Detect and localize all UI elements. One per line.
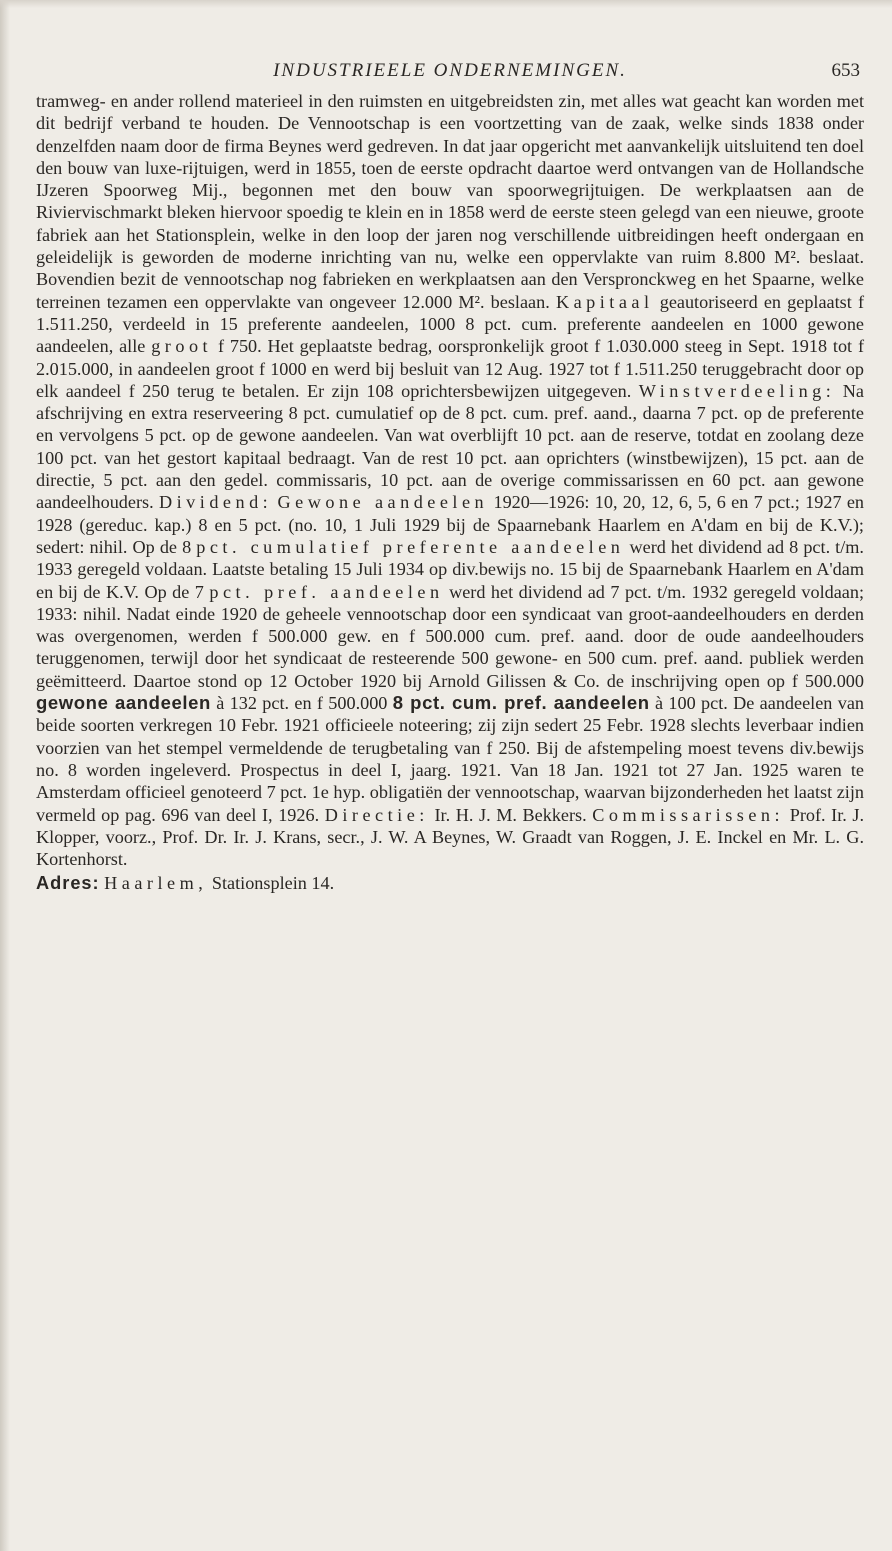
subscription-mid-text: à 132 pct. en f 500.000 — [216, 693, 388, 714]
tail-text: à 100 pct. De aandeelen van beide soorten verkregen 10 Febr. 1921 officieele noteering; zij zijn sedert 25 Febr. 1928 slechts leverbaar indien voorzien van het stempel vermeldende de terugbetaling van f 250. Bij de afstempeling moest tevens div.bewijs no. 8 worden ingeleverd. Prospectus in deel I, jaarg. 1921. Van 18 Jan. 1921 tot 27 Jan. 1925 waren te Amsterdam officieel genoteerd 7 pct. 1e hyp. obligatiën der vennootschap, waarvan bijzonderheden het laatst zijn vermeld op pag. 696 van deel I, 1926. — [36, 693, 864, 825]
page-title: INDUSTRIEELE ONDERNEMINGEN. — [273, 60, 627, 81]
running-header — [36, 50, 864, 90]
dividend-heading: Dividend: — [158, 492, 273, 513]
dividend-text: 1920—1926: 10, 20, 12, 6, 5, 6 en 7 pct.; 1927 en 1928 (gereduc. kap.) 8 en 5 pct. (no. 10, 1 Juli 1929 bij de Spaarnebank Haarlem en A'dam en bij de K.V.); sedert: nihil. Op de 8 — [36, 492, 865, 557]
commissarissen-text: Prof. Ir. J. Klopper, voorz., Prof. Dr. Ir. J. Krans, secr., J. W. A Beynes, W. Graadt van Roggen, J. E. Inckel en Mr. L. G. Kortenhorst. — [36, 804, 865, 870]
address-label: Adres: — [36, 873, 100, 894]
commissarissen-heading: Commissarissen: — [592, 804, 785, 825]
kapitaal-heading: Kapitaal — [555, 291, 654, 312]
groot-emphasis: groot — [151, 336, 213, 357]
intro-paragraph: tramweg- en ander rollend materieel in den ruimsten en uitgebreidsten zin, met alles wat geacht kan worden met dit bedrijf verband te houden. De Vennootschap is een voortzetting van de zaak, welke sinds 1838 onder denzelfden naam door de firma Beynes werd gedreven. In dat jaar opgericht met aanvankelijk uitsluitend ten doel den bouw van luxe-rijtuigen, werd in 1855, toen de eerste opdracht daartoe werd ontvangen van de Hollandsche IJzeren Spoorweg Mij., begonnen met den bouw van spoorwegrijtuigen. De werkplaatsen aan de Riviervischmarkt bleken hiervoor spoedig te klein en in 1858 werd de eerste steen gelegd van een nieuwe, groote fabriek aan het Stationsplein, welke in den loop der jaren nog verschillende uitbreidingen heeft ondergaan en geleidelijk is geworden de moderne inrichting van nu, welke een oppervlakte van ruim 8.800 M². beslaat. Bovendien bezit de vennootschap nog fabrieken en werkplaatsen aan den Verspronckweg en het Spaarne, welke terreinen tezamen een oppervlakte van ongeveer 12.000 M². beslaan. — [36, 91, 864, 312]
winstverdeeling-text: Na afschrijving en extra reserveering 8 pct. cumulatief op de 8 pct. cum. pref. aand., daarna 7 pct. op de preferente en vervolgens 5 pct. op de gewone aandeelen. Van wat overblijft 10 pct. aan de reserve, totdat en zoolang deze 100 pct. van het gestort kapitaal bedraagt. Van de rest 10 pct. aan oprichters (winstbewijzen), 15 pct. aan de directie, 5 pct. aan den gedel. commissaris, 10 pct. aan de overige commissarissen en 60 pct. aan gewone aandeelhouders. — [36, 380, 865, 513]
cum-pref-label: pct. cumulatief preferente aandeelen — [196, 536, 625, 557]
directie-text: Ir. H. J. M. Bekkers. — [434, 804, 587, 825]
dividend-text-3: werd het dividend ad 7 pct. t/m. 1932 geregeld voldaan; 1933: nihil. Nadat einde 1920 de geheele vennootschap door een syndicaat van groot-aandeelhouders en derden was overgenomen, werden f 500.000 gew. en f 500.000 cum. pref. aand. door de oude aandeelhouders teruggenomen, terwijl door het syndicaat de resteerende 500 gewone- en 500 cum. pref. aand. publiek werden geëmitteerd. Daartoe stond op 12 October 1920 bij Arnold Gilissen & Co. de inschrijving open op f 500.000 — [36, 581, 865, 691]
address-city: Haarlem, — [104, 873, 208, 894]
kapitaal-text: geautoriseerd en geplaatst f 1.511.250, verdeeld in 15 preferente aandeelen, 1000 8 pct. cum. preferente aandeelen en 1000 gewone aandeelen, alle — [36, 291, 865, 357]
dividend-text-2: werd het dividend ad 8 pct. t/m. 1933 geregeld voldaan. Laatste betaling 15 Juli 1934 op div.bewijs no. 15 bij de Spaarnebank Haarlem en A'dam en bij de K.V. Op de 7 — [36, 536, 864, 602]
gewone-aandeelen-label: Gewone aandeelen — [277, 492, 489, 513]
page-number: 653 — [831, 60, 860, 81]
cum-pref-aandeelen-bold: 8 pct. cum. pref. aandeelen — [392, 692, 650, 714]
directie-heading: Directie: — [324, 804, 429, 825]
pref-aandeelen-label: pct. pref. aandeelen — [209, 581, 444, 602]
address-street: Stationsplein 14. — [211, 873, 335, 894]
article-body — [36, 90, 864, 870]
kapitaal-text-2: f 750. Het geplaatste bedrag, oorspronkelijk groot f 1.030.000 steeg in Sept. 1918 tot f 2.015.000, in aandeelen groot f 1000 en werd bij besluit van 12 Aug. 1927 tot f 1.511.250 teruggebracht door op elk aandeel f 250 terug te betalen. Er zijn 108 oprichtersbewijzen uitgegeven. — [36, 336, 865, 401]
gewone-aandeelen-bold: gewone aandeelen — [36, 692, 211, 714]
winstverdeeling-heading: Winstverdeeling: — [638, 380, 836, 401]
address-line — [36, 872, 864, 894]
